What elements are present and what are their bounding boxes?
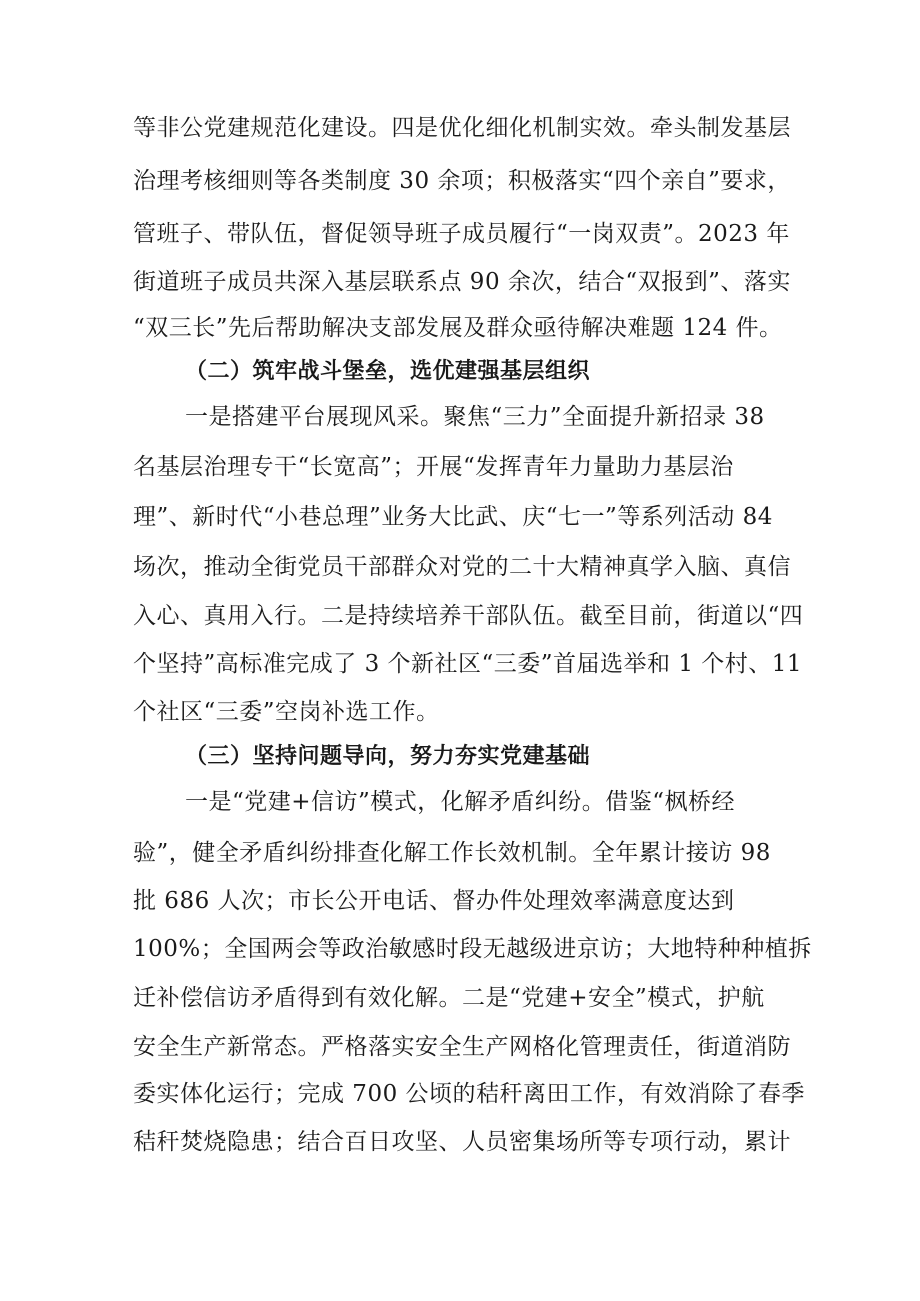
text-line: 街道班子成员共深入基层联系点 90 余次，结合“双报到”、落实 <box>133 269 791 295</box>
text-line: 入心、真用入行。二是持续培养干部队伍。截至目前，街道以“四 <box>133 603 804 629</box>
text-line: 管班子、带队伍，督促领导班子成员履行“一岗双责”。2023 年 <box>133 221 790 247</box>
text-line: “双三长”先后帮助解决支部发展及群众亟待解决难题 124 件。 <box>133 315 783 341</box>
text-line: 等非公党建规范化建设。四是优化细化机制实效。牵头制发基层 <box>133 115 791 141</box>
text-line: 委实体化运行；完成 700 公顷的秸秆离田工作，有效消除了春季 <box>133 1081 806 1107</box>
text-line: 批 686 人次；市长公开电话、督办件处理效率满意度达到 <box>133 888 735 914</box>
text-line: 迁补偿信访矛盾得到有效化解。二是“党建+安全”模式，护航 <box>133 985 765 1011</box>
text-line: 一是“党建+信访”模式，化解矛盾纠纷。借鉴“枫桥经 <box>185 789 736 815</box>
text-line: 安全生产新常态。严格落实安全生产网格化管理责任，街道消防 <box>133 1034 791 1060</box>
text-line: 场次，推动全街党员干部群众对党的二十大精神真学入脑、真信 <box>133 554 791 580</box>
section-heading: （二）筑牢战斗堡垒，选优建强基层组织 <box>185 359 591 384</box>
text-line: 100%；全国两会等政治敏感时段无越级进京访；大地特种种植拆 <box>133 936 812 962</box>
text-line: 一是搭建平台展现风采。聚焦“三力”全面提升新招录 38 <box>185 404 765 430</box>
text-line: 秸秆焚烧隐患；结合百日攻坚、人员密集场所等专项行动，累计 <box>133 1129 791 1155</box>
text-line: 验”，健全矛盾纠纷排查化解工作长效机制。全年累计接访 98 <box>133 840 771 866</box>
text-line: 个社区“三委”空岗补选工作。 <box>133 699 440 725</box>
section-heading: （三）坚持问题导向，努力夯实党建基础 <box>185 744 591 769</box>
text-line: 理”、新时代“小巷总理”业务大比武、庆“七一”等系列活动 84 <box>133 504 773 530</box>
text-line: 个坚持”高标准完成了 3 个新社区“三委”首届选举和 1 个村、11 <box>133 651 803 677</box>
text-line: 名基层治理专干“长宽高”；开展“发挥青年力量助力基层治 <box>133 454 734 480</box>
text-line: 治理考核细则等各类制度 30 余项；积极落实“四个亲自”要求， <box>133 168 791 194</box>
